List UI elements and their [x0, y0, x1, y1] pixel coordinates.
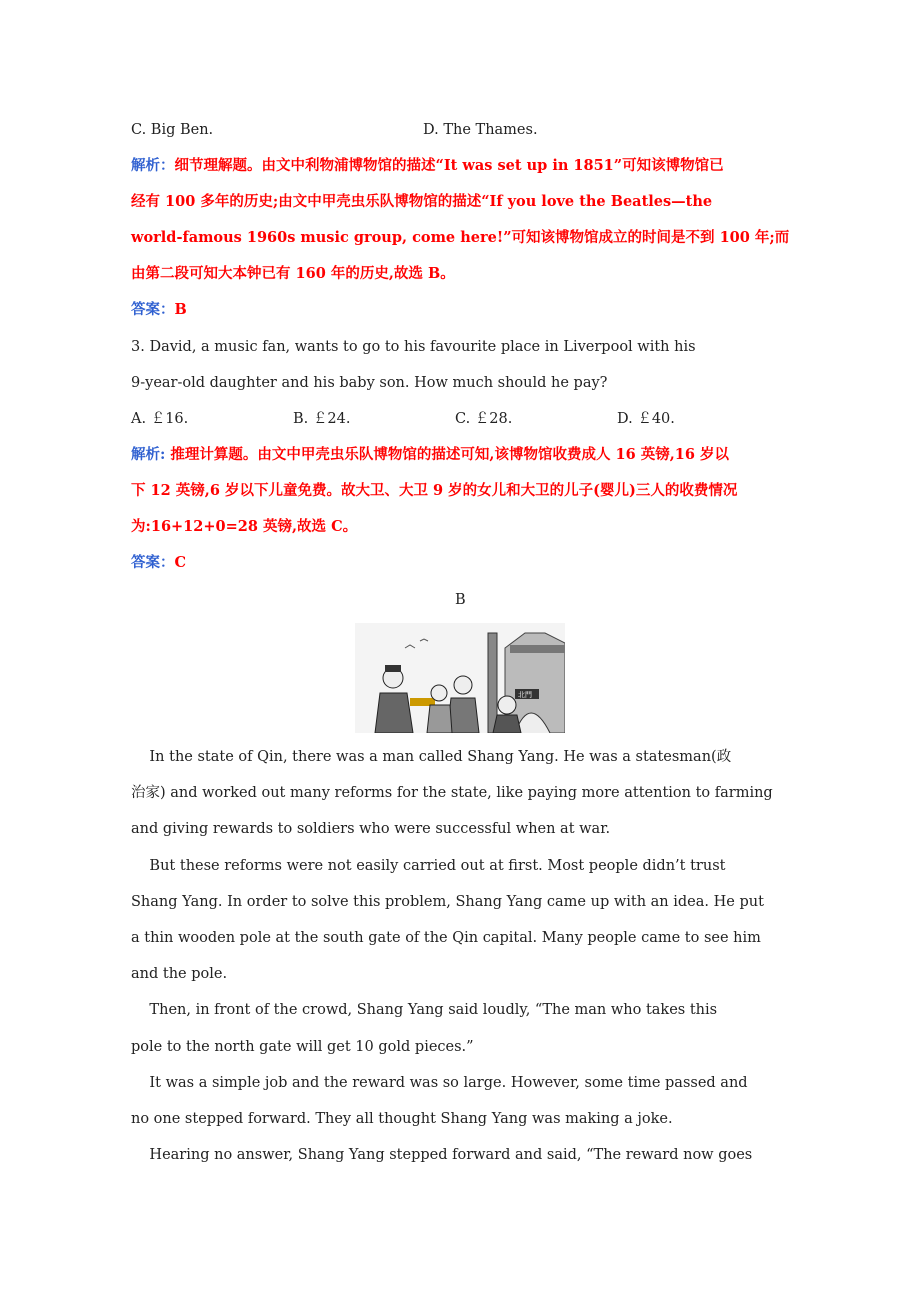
analysis-text: 为:16+12+0=28 英镑,故选 C。 [131, 518, 358, 535]
gate-sign-text: 北門 [518, 691, 532, 699]
analysis-label: 解析: [131, 446, 166, 463]
section-heading: B [455, 592, 466, 608]
analysis-text: 细节理解题。由文中利物浦博物馆的描述“It was set up in 1851”可知该博物馆已 [174, 157, 724, 174]
analysis-text: world-famous 1960s music group, come here!”可知该博物馆成立的时间是不到 100 年;而 [131, 229, 790, 246]
analysis-text: 下 12 英镑,6 岁以下儿童免费。故大卫、大卫 9 岁的女儿和大卫的儿子(婴儿)三人的收费情况 [131, 482, 738, 499]
answer-value: C [174, 554, 187, 571]
answer-label: 答案： [131, 301, 175, 318]
passage-line: pole to the north gate will get 10 gold pieces.” [131, 1038, 474, 1055]
passage-line: a thin wooden pole at the south gate of the Qin capital. Many people came to see him [131, 930, 761, 946]
option-c: C. Big Ben. [131, 122, 214, 138]
passage-line: Then, in front of the crowd, Shang Yang said loudly, “The man who takes this [131, 1002, 718, 1019]
analysis-text: 推理计算题。由文中甲壳虫乐队博物馆的描述可知,该博物馆收费成人 16 英镑,16 岁以 [165, 446, 730, 463]
passage-line: 治家) and worked out many reforms for the state, like paying more attention to farming [131, 785, 773, 802]
option-b: B. ￡24. [293, 411, 351, 427]
illustration-image [355, 623, 565, 733]
passage-line: In the state of Qin, there was a man called Shang Yang. He was a statesman(政 [131, 749, 732, 765]
answer-line [131, 553, 186, 573]
analysis-text: 由第二段可知大本钟已有 160 年的历史,故选 B。 [131, 265, 455, 282]
passage-line: But these reforms were not easily carried out at first. Most people didn’t trust [131, 857, 726, 874]
analysis-text: 经有 100 多年的历史;由文中甲壳虫乐队博物馆的描述“If you love the Beatles—the [131, 193, 713, 210]
analysis-label: 解析： [131, 157, 175, 174]
option-d: D. The Thames. [423, 122, 538, 138]
passage-line: and the pole. [131, 966, 228, 983]
passage-line: no one stepped forward. They all thought Shang Yang was making a joke. [131, 1111, 673, 1127]
question-text: 3. David, a music fan, wants to go to his favourite place in Liverpool with his [131, 339, 696, 355]
passage-line: It was a simple job and the reward was so large. However, some time passed and [131, 1074, 748, 1091]
question-text: 9-year-old daughter and his baby son. How much should he pay? [131, 375, 608, 391]
analysis-line [131, 156, 724, 176]
passage-line: and giving rewards to soldiers who were successful when at war. [131, 821, 611, 838]
analysis-line [131, 445, 729, 465]
passage-line: Shang Yang. In order to solve this problem, Shang Yang came up with an idea. He put [131, 893, 764, 910]
option-a: A. ￡16. [131, 411, 189, 427]
answer-label: 答案： [131, 554, 175, 571]
option-c: C. ￡28. [455, 411, 513, 427]
answer-value: B [174, 301, 187, 318]
passage-line: Hearing no answer, Shang Yang stepped forward and said, “The reward now goes [131, 1147, 753, 1164]
option-d: D. ￡40. [617, 411, 675, 427]
answer-line [131, 300, 187, 320]
